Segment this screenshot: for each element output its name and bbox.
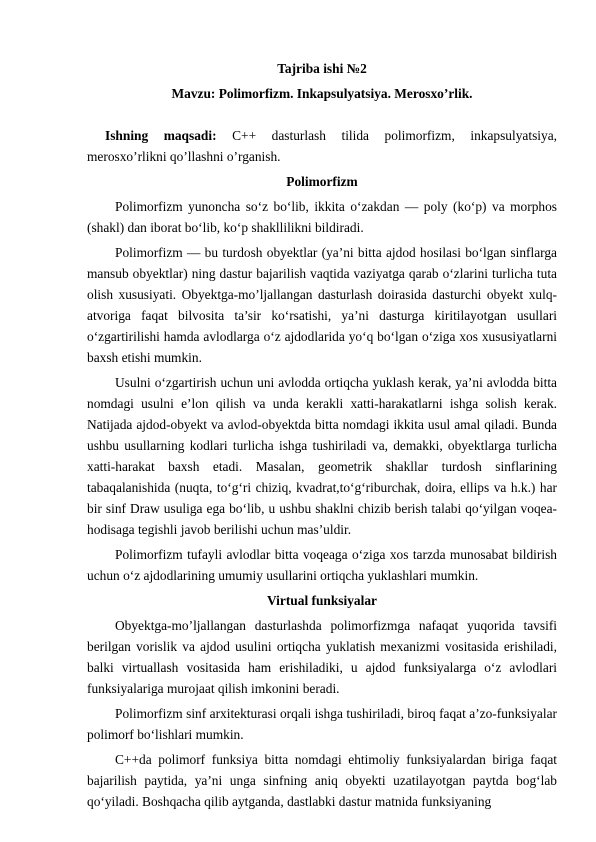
paragraph-7: C++da polimorf funksiya bitta nomdagi ehtimoliy funksiyalardan biriga faqat bajarilish paytida, ya’ni unga sinfning aniq obyekti uzatilayotgan paytda bog‘lab qo‘yiladi. Boshqacha qilib aytganda, dastlabki dastur matnida funksiyaning <box>87 752 557 809</box>
section-heading-virtual-functions: Virtual funksiyalar <box>267 593 377 608</box>
aim-paragraph <box>87 125 557 167</box>
document-body <box>87 58 557 816</box>
paragraph-5: Obyektga-mo’ljallangan dasturlashda polimorfizmga nafaqat yuqorida tavsifi berilgan vorislik va ajdod usulini ortiqcha yuklatish mexanizmi vositasida erishiladi, balki virtuallash vositasida ham erishiladiki, u ajdod funksiyalarga o‘z avlodlari funksiyalariga murojaat qilish imkonini beradi. <box>87 618 557 696</box>
paragraph-4: Polimorfizm tufayli avlodlar bitta voqeaga o‘ziga xos tarzda munosabat bildirish uchun o‘z ajdodlarining umumiy usullarini ortiqcha yuklashlari mumkin. <box>87 547 557 583</box>
section-heading-polymorphism: Polimorfizm <box>286 174 358 189</box>
paragraph-6: Polimorfizm sinf arxitekturasi orqali ishga tushiriladi, biroq faqat a’zo-funksiyalar polimorf bo‘lishlari mumkin. <box>87 706 557 742</box>
aim-text: C++ dasturlash tilida polimorfizm, inkapsulyatsiya, merosxo’rlikni qo’llashni o’rganish. <box>87 128 558 164</box>
paragraph-3: Usulni o‘zgartirish uchun uni avlodda ortiqcha yuklash kerak, ya’ni avlodda bitta nomdagi usulni e’lon qilish va unda kerakli xatti-harakatlarni ishga solish kerak. Natijada ajdod-obyekt va avlod-obyektda bitta nomdagi ikkita usul amal qiladi. Bunda ushbu usullarning kodlari turlicha ishga tushiriladi va, demakki, obyektlarga turlicha xatti-harakat baxsh etadi. Masalan, geometrik shakllar turdosh sinflarining tabaqalanishida (nuqta, to‘g‘ri chiziq, kvadrat,to‘g‘riburchak, doira, ellips va h.k.) har bir sinf Draw usuliga ega bo‘lib, u ushbu shaklni chizib berish talabi qo‘yilgan voqea-hodisaga tegishli javob berilishi uchun mas’uldir. <box>87 375 557 537</box>
paragraph-2: Polimorfizm — bu turdosh obyektlar (ya’ni bitta ajdod hosilasi bo‘lgan sinflarga mansub obyektlar) ning dastur bajarilish vaqtida vaziyatga qarab o‘zlarini turlicha tuta olish xususiyati. Obyektga-mo’ljallangan dasturlash doirasida dasturchi obyekt xulq-atvoriga faqat bilvosita ta’sir ko‘rsatishi, ya’ni dasturga kiritilayotgan usullari o‘zgartirilishi hamda avlodlarga o‘z ajdodlarida yo‘q bo‘lgan o‘ziga xos xususiyatlarni baxsh etishi mumkin. <box>87 245 557 365</box>
document-title: Tajriba ishi №2 <box>277 61 367 76</box>
document-subtitle: Mavzu: Polimorfizm. Inkapsulyatsiya. Merosxo’rlik. <box>171 86 473 101</box>
paragraph-1: Polimorfizm yunoncha so‘z bo‘lib, ikkita o‘zakdan — poly (ko‘p) va morphos (shakl) dan iborat bo‘lib, ko‘p shakllilikni bildiradi. <box>87 199 557 235</box>
aim-label: Ishning maqsadi: <box>105 128 217 143</box>
